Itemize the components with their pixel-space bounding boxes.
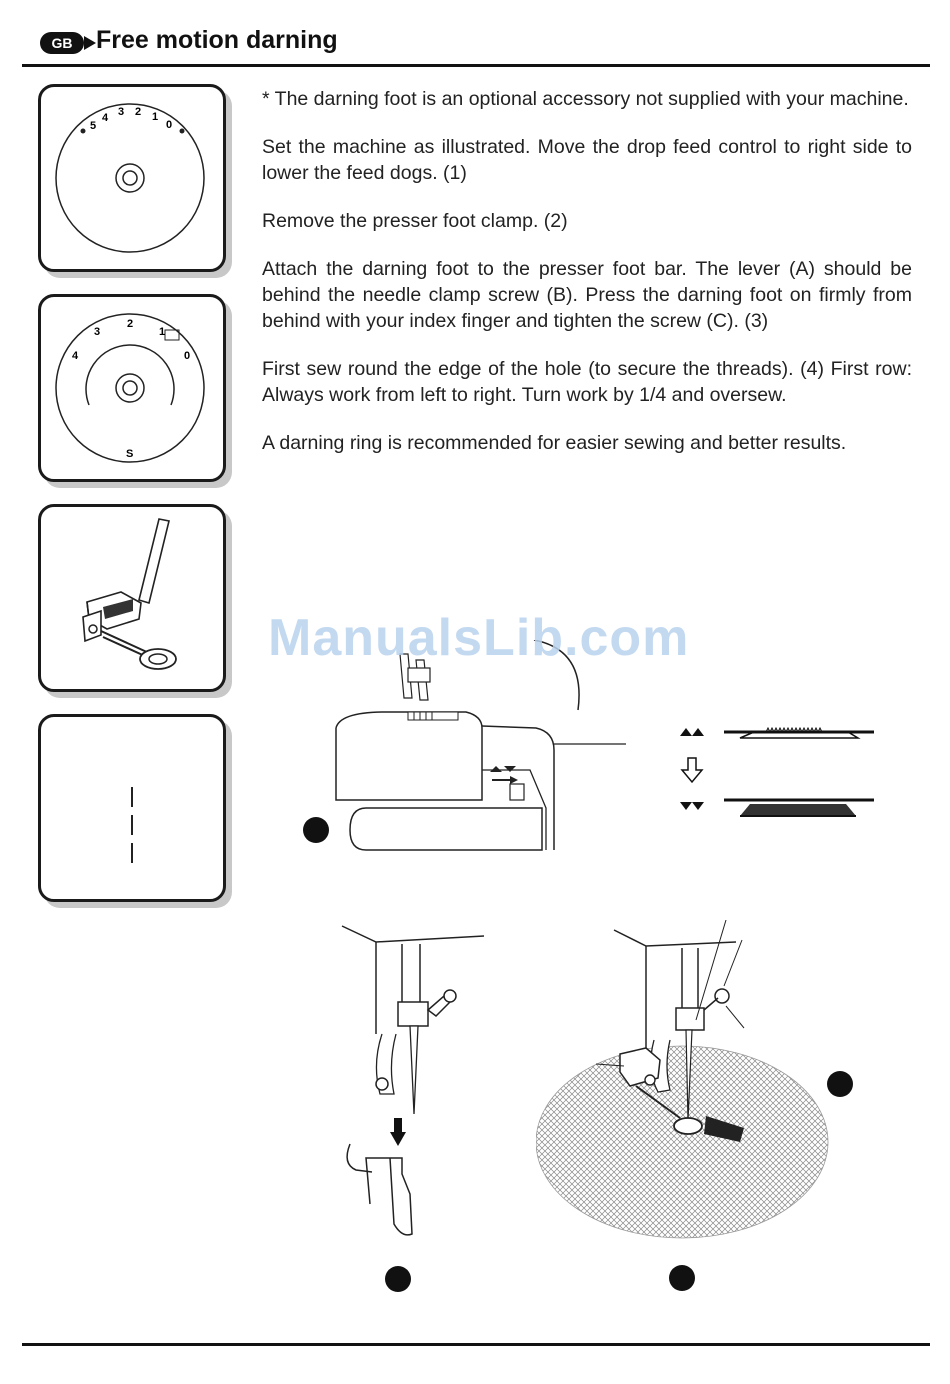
stitch-width-dial-panel	[38, 294, 226, 482]
step-marker	[827, 1071, 853, 1097]
optional-accessory-note: * The darning foot is an optional accessory not supplied with your machine.	[262, 88, 909, 110]
instruction-paragraph: A darning ring is recommended for easier sewing and better results.	[262, 432, 847, 454]
step-marker	[669, 1265, 695, 1291]
step-marker	[385, 1266, 411, 1292]
page-title: Free motion darning	[96, 26, 338, 54]
dial-label: S	[126, 448, 134, 460]
straight-stitch-panel	[38, 714, 226, 902]
instructions-text	[262, 86, 912, 478]
machine-drop-feed-diagram	[296, 640, 636, 855]
instruction-paragraph: Remove the presser foot clamp. (2)	[262, 210, 568, 232]
dial-label: 1	[159, 326, 166, 338]
footer-rule	[22, 1343, 930, 1346]
darning-foot-icon	[41, 507, 223, 689]
dial-label: 0	[166, 119, 173, 131]
instruction-paragraph: Attach the darning foot to the presser foot bar. The lever (A) should be behind the needle clamp screw (B). Press the darning foot on firmly from behind with your index finger and tighten the screw (C). (3)	[262, 258, 912, 332]
dial-label: 0	[184, 350, 191, 362]
feed-dog-position-diagram	[676, 718, 882, 828]
stitch-length-dial-panel	[38, 84, 226, 272]
remove-presser-foot-diagram	[336, 924, 492, 1294]
dial-label: 3	[118, 106, 125, 118]
dial-label: 4	[72, 350, 79, 362]
down-arrow-icon	[682, 758, 702, 782]
stitch-length-dial-icon	[41, 87, 223, 269]
instruction-paragraph: Set the machine as illustrated. Move the drop feed control to right side to lower the feed dogs. (1)	[262, 136, 912, 184]
instruction-paragraph: First sew round the edge of the hole (to secure the threads). (4) First row: Always work from left to right. Turn work by 1/4 and oversew.	[262, 358, 912, 406]
dial-label: 2	[135, 106, 142, 118]
down-arrow-icon	[390, 1132, 406, 1146]
dial-label: 2	[127, 318, 134, 330]
dial-label: 5	[90, 120, 97, 132]
attach-darning-foot-diagram	[536, 920, 866, 1294]
darning-foot-panel	[38, 504, 226, 692]
watermark: ManualsLib.com	[268, 609, 690, 667]
dial-label: 1	[152, 111, 159, 123]
language-badge-label: GB	[40, 32, 84, 54]
language-badge	[40, 32, 98, 54]
dial-label: 4	[102, 112, 109, 124]
straight-stitch-icon	[41, 717, 223, 899]
step-marker	[303, 817, 329, 843]
badge-arrow-icon	[84, 36, 96, 50]
page-header	[22, 22, 930, 67]
stitch-width-dial-icon	[41, 297, 223, 479]
dial-label: 3	[94, 326, 101, 338]
